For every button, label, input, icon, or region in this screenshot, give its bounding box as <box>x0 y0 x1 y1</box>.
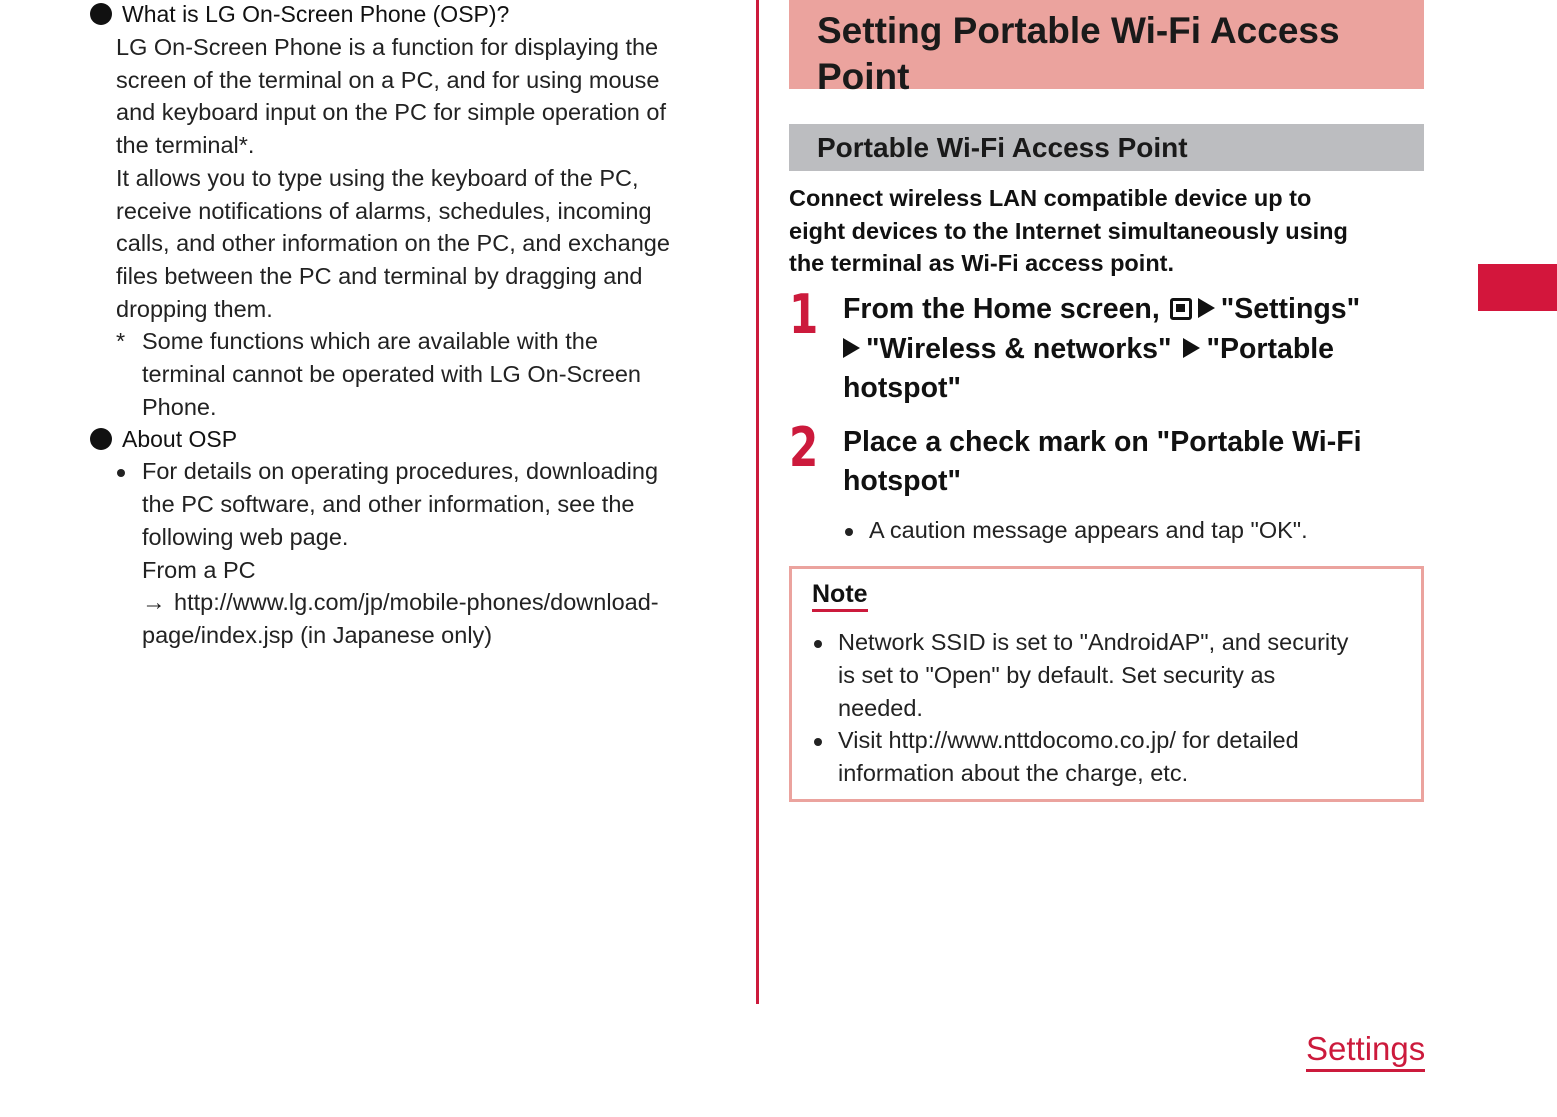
left-column <box>88 0 738 652</box>
osp-text-line: and keyboard input on the PC for simple operation of <box>116 99 666 126</box>
step-number: 1 <box>789 283 819 347</box>
about-line: For details on operating procedures, downloading <box>142 458 659 485</box>
menu-key-icon <box>1170 298 1192 320</box>
intro-text: Connect wireless LAN compatible device up to eight devices to the Internet simultaneously using the terminal as Wi-Fi access point. <box>789 185 1348 277</box>
settings-section-link[interactable]: Settings <box>1306 1030 1425 1072</box>
from-pc-label: From a PC <box>142 556 256 583</box>
step-1-text: From the Home screen, "Settings" "Wireless & networks" "Portable hotspot" <box>843 293 1361 405</box>
about-line: following web page. <box>142 523 349 550</box>
bullet-dot-icon <box>814 640 822 648</box>
footnote-line: Some functions which are available with the <box>142 328 598 355</box>
play-triangle-icon <box>1198 298 1215 318</box>
bullet-dot-icon <box>117 469 125 477</box>
step-2 <box>789 415 1424 502</box>
asterisk-mark: * <box>116 328 126 355</box>
step-1 <box>789 283 1424 409</box>
about-osp-item <box>88 455 738 553</box>
footnote-line: Phone. <box>142 393 217 420</box>
note-item: Network SSID is set to "AndroidAP", and security is set to "Open" by default. Set security as needed. <box>812 626 1401 724</box>
note-heading: Note <box>812 579 868 612</box>
bullet-dot-icon <box>845 528 853 536</box>
osp-text-line: dropping them. <box>116 295 273 322</box>
about-line: the PC software, and other information, see the <box>142 491 635 518</box>
url-line: http://www.lg.com/jp/mobile-phones/download- <box>174 589 659 616</box>
url-line: page/index.jsp (in Japanese only) <box>142 621 493 648</box>
step-number: 2 <box>789 415 819 479</box>
note-item: Visit http://www.nttdocomo.co.jp/ for detailed information about the charge, etc. <box>812 724 1401 789</box>
section-title-box <box>789 0 1424 97</box>
play-triangle-icon <box>1183 338 1200 358</box>
chapter-index-tab <box>1478 264 1557 311</box>
note-box <box>789 566 1424 802</box>
black-circle-icon <box>90 3 112 25</box>
osp-text-line: It allows you to type using the keyboard of the PC, <box>116 164 639 191</box>
subsection-title: Portable Wi-Fi Access Point <box>817 132 1188 163</box>
osp-text-line: the terminal*. <box>116 132 255 159</box>
subsection-title-box <box>789 124 1424 171</box>
column-divider <box>756 0 759 1004</box>
osp-text-line: calls, and other information on the PC, and exchange <box>116 230 670 257</box>
right-column <box>789 0 1424 802</box>
black-circle-icon <box>90 428 112 450</box>
osp-text-line: screen of the terminal on a PC, and for using mouse <box>116 66 660 93</box>
osp-text-line: LG On-Screen Phone is a function for displaying the <box>116 34 659 60</box>
osp-text-line: files between the PC and terminal by dragging and <box>116 262 643 289</box>
osp-text-line: receive notifications of alarms, schedules, incoming <box>116 197 652 224</box>
bullet-dot-icon <box>814 738 822 746</box>
about-osp-heading: About OSP <box>88 425 738 453</box>
section-title: Setting Portable Wi-Fi Access Point <box>817 10 1340 97</box>
step-2-subnote: A caution message appears and tap "OK". <box>789 514 1424 547</box>
right-arrow-icon: → <box>142 589 166 616</box>
download-url[interactable] <box>88 586 738 619</box>
footnote <box>88 325 738 423</box>
footnote-line: terminal cannot be operated with LG On-Screen <box>142 361 641 388</box>
osp-heading: What is LG On-Screen Phone (OSP)? <box>88 0 738 28</box>
step-2-text: Place a check mark on "Portable Wi-Fi hotspot" <box>843 425 1362 498</box>
play-triangle-icon <box>843 338 860 358</box>
